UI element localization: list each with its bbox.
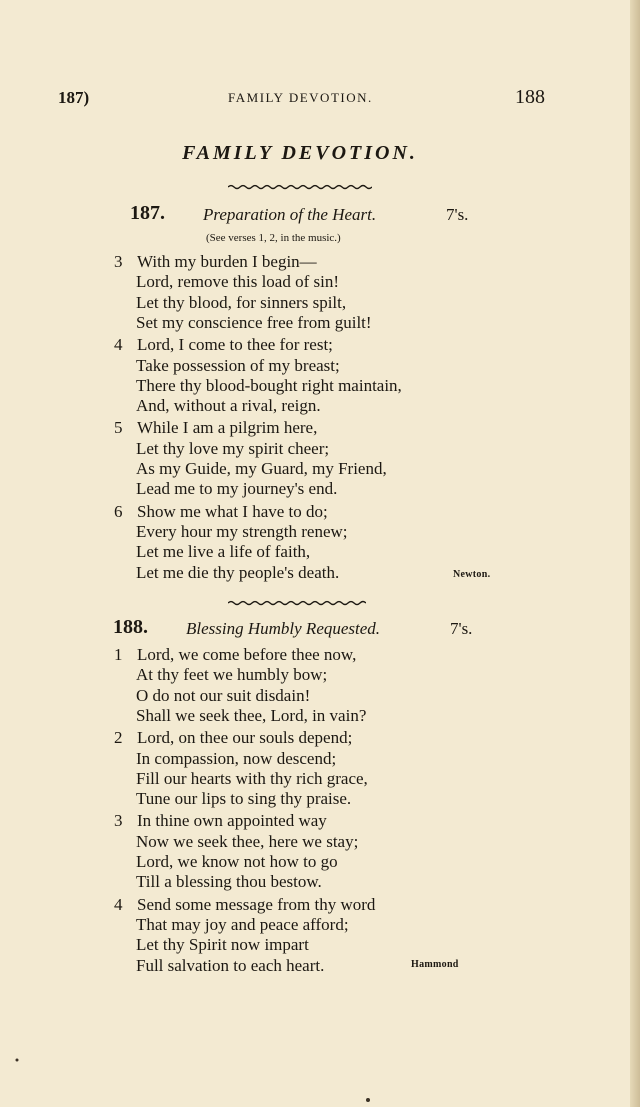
line-text: O do not our suit disdain! (136, 685, 311, 705)
running-head (58, 88, 545, 112)
ornamental-rule-top (228, 183, 372, 191)
line-text: Take possession of my breast; (136, 355, 340, 375)
line-text: Now we seek thee, here we stay; (136, 831, 359, 851)
line-text: Let me die thy people's death. (136, 562, 340, 582)
line-text: Every hour my strength renew; (136, 521, 348, 541)
verse-number: 3 (114, 252, 123, 271)
verse-number: 1 (114, 645, 123, 664)
line-text: Shall we seek thee, Lord, in vain? (136, 705, 367, 725)
verse-number: 4 (114, 335, 123, 355)
page-edge (630, 0, 640, 1107)
verse-number: 3 (114, 811, 123, 831)
line-text: Lord, we know not how to go (136, 852, 338, 871)
line-text: Lord, on thee our souls depend; (137, 728, 353, 748)
hymn-title: Preparation of the Heart. (203, 205, 377, 224)
running-title: FAMILY DEVOTION. (228, 90, 373, 105)
hymn-number: 188. (113, 616, 148, 638)
page-number: 188 (515, 86, 545, 108)
line-text: There thy blood-bought right maintain, (136, 375, 402, 395)
line-text: While I am a pilgrim here, (137, 418, 318, 438)
line-text: Lord, we come before thee now, (137, 645, 357, 664)
line-text: Till a blessing thou bestow. (136, 872, 322, 892)
line-text: Full salvation to each heart. (136, 955, 325, 975)
line-text: That may joy and peace afford; (136, 914, 349, 934)
hymn-author: Hammond (411, 959, 459, 970)
verse-number: 5 (114, 418, 123, 438)
verse-number: 6 (114, 501, 123, 521)
section-title: FAMILY DEVOTION. (182, 142, 418, 164)
line-text: As my Guide, my Guard, my Friend, (136, 459, 387, 478)
line-text: With my burden I begin— (137, 252, 317, 271)
hymn-meter: 7's. (446, 205, 469, 224)
verse-number: 4 (114, 894, 123, 914)
previous-hymn-number: 187) (58, 88, 90, 107)
line-text: Tune our lips to sing thy praise. (136, 789, 352, 809)
music-note: (See verses 1, 2, in the music.) (206, 232, 341, 244)
line-text: At thy feet we humbly bow; (136, 665, 328, 685)
line-text: Let thy love my spirit cheer; (136, 438, 330, 458)
hymn-number: 187. (130, 202, 165, 224)
line-text: Show me what I have to do; (137, 501, 328, 521)
hymn-meter: 7's. (450, 619, 473, 638)
line-text: Fill our hearts with thy rich grace, (136, 768, 368, 788)
hymn-title: Blessing Humbly Requested. (186, 619, 381, 638)
verse-number: 2 (114, 728, 123, 748)
line-text: Set my conscience free from guilt! (136, 312, 372, 332)
line-text: In thine own appointed way (137, 811, 327, 831)
line-text: Let thy Spirit now impart (136, 935, 309, 955)
line-text: Let me live a life of faith, (136, 542, 311, 562)
line-text: Lead me to my journey's end. (136, 479, 338, 499)
line-text: Send some message from thy word (137, 894, 376, 914)
hymn-author: Newton. (453, 569, 491, 580)
line-text: Lord, remove this load of sin! (136, 272, 340, 292)
line-text: Lord, I come to thee for rest; (137, 335, 333, 355)
line-text: Let thy blood, for sinners spilt, (136, 292, 347, 312)
line-text: And, without a rival, reign. (136, 396, 321, 416)
line-text: In compassion, now descend; (136, 748, 337, 768)
ornamental-rule-middle (228, 599, 366, 607)
